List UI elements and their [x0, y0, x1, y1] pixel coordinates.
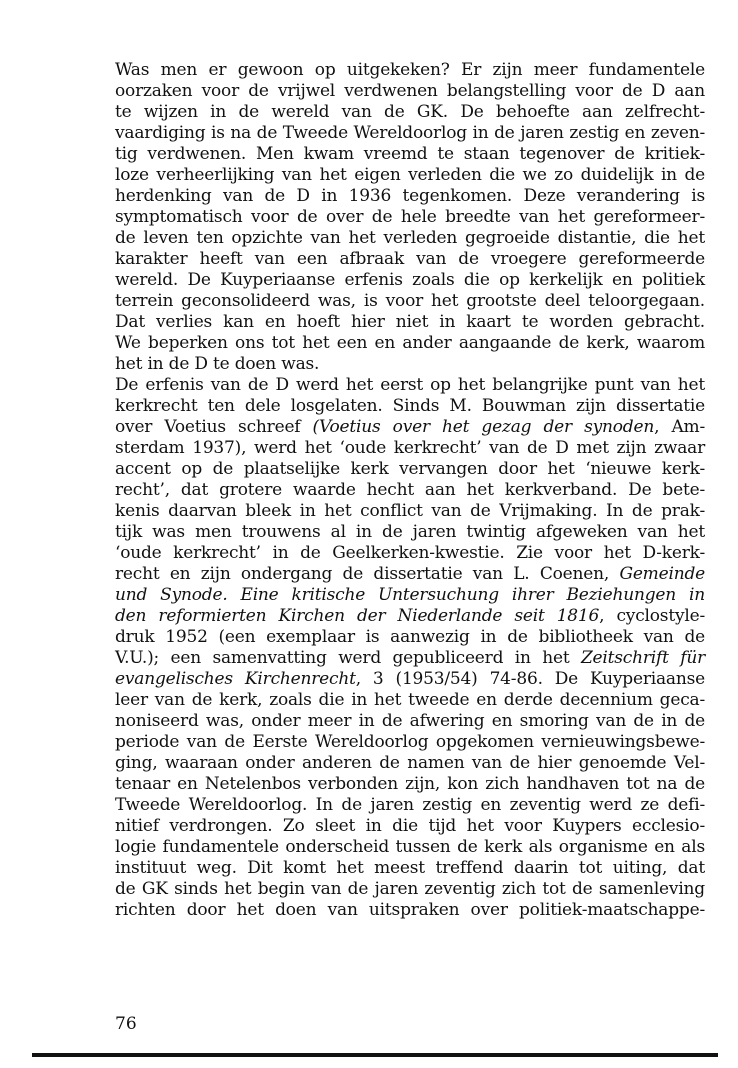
text-line	[115, 585, 705, 606]
text-line	[115, 648, 705, 669]
text-line: Was men er gewoon op uitgekeken? Er zijn meer fundamentele	[115, 60, 705, 80]
text-line: logie fundamentele onderscheid tussen de kerk als organisme en als	[115, 837, 705, 857]
text-line: de GK sinds het begin van de jaren zeventig zich tot de samenleving	[115, 879, 705, 899]
text-line: tenaar en Netelenbos verbonden zijn, kon zich handhaven tot na de	[115, 774, 705, 794]
text-line: richten door het doen van uitspraken over politiek-maatschappe-	[115, 900, 705, 920]
text-line	[115, 606, 705, 627]
text-line: kerkrecht ten dele losgelaten. Sinds M. Bouwman zijn dissertatie	[115, 396, 705, 416]
book-title: Gemeinde	[619, 564, 705, 584]
paragraph-1	[115, 60, 705, 375]
book-title: und Synode. Eine kritische Untersuchung ihrer Beziehungen in	[115, 585, 705, 605]
text-segment: V.U.); een samenvatting werd gepubliceerd in het	[115, 648, 581, 668]
text-line: het in de D te doen was.	[115, 354, 320, 374]
journal-title: Zeitschrift für	[580, 648, 706, 668]
text-line: De erfenis van de D werd het eerst op het belangrijke punt van het	[115, 375, 705, 395]
text-line: de leven ten opzichte van het verleden gegroeide distantie, die het	[115, 228, 705, 248]
text-line: karakter heeft van een afbraak van de vroegere gereformeerde	[115, 249, 705, 269]
text-line: loze verheerlijking van het eigen verleden die we zo duidelijk in de	[115, 165, 705, 185]
text-line: druk 1952 (een exemplaar is aanwezig in de bibliotheek van de	[115, 627, 705, 647]
text-line: noniseerd was, onder meer in de afwering en smoring van de in de	[115, 711, 705, 731]
text-segment: recht en zijn ondergang de dissertatie van L. Coenen,	[115, 564, 620, 584]
text-line: periode van de Eerste Wereldoorlog opgekomen vernieuwingsbewe-	[115, 732, 705, 752]
text-line: sterdam 1937), werd het ‘oude kerkrecht’ van de D met zijn zwaar	[115, 438, 705, 458]
text-line	[115, 417, 705, 438]
text-line: vaardiging is na de Tweede Wereldoorlog in de jaren zestig en zeven-	[115, 123, 705, 143]
text-line: terrein geconsolideerd was, is voor het grootste deel teloorgegaan.	[115, 291, 705, 311]
text-line	[115, 669, 705, 690]
text-line: We beperken ons tot het een en ander aangaande de kerk, waarom	[115, 333, 705, 353]
text-line: leer van de kerk, zoals die in het tweede en derde decennium geca-	[115, 690, 705, 710]
text-line: oorzaken voor de vrijwel verdwenen belangstelling voor de D aan	[115, 81, 705, 101]
text-line: nitief verdrongen. Zo sleet in die tijd het voor Kuypers ecclesio-	[115, 816, 705, 836]
text-segment: , 3 (1953/54) 74-86. De Kuyperiaanse	[355, 669, 705, 689]
bottom-rule	[32, 1053, 718, 1057]
body-text	[115, 60, 705, 921]
book-title: den reformierten Kirchen der Niederlande seit 1816	[115, 606, 600, 626]
text-segment: , Am-	[654, 417, 705, 437]
text-line: accent op de plaatselijke kerk vervangen door het ‘nieuwe kerk-	[115, 459, 705, 479]
text-line: ging, waaraan onder anderen de namen van de hier genoemde Vel-	[115, 753, 705, 773]
text-line: tig verdwenen. Men kwam vreemd te staan tegenover de kritiek-	[115, 144, 705, 164]
text-segment: , cyclostyle-	[599, 606, 705, 626]
text-line: symptomatisch voor de over de hele breedte van het gereformeer-	[115, 207, 705, 227]
text-line: wereld. De Kuyperiaanse erfenis zoals die op kerkelijk en politiek	[115, 270, 705, 290]
journal-title: evangelisches Kirchenrecht	[115, 669, 356, 689]
paragraph-2	[115, 375, 705, 921]
page-number: 76	[115, 1014, 137, 1034]
text-line: kenis daarvan bleek in het conflict van de Vrijmaking. In de prak-	[115, 501, 705, 521]
book-title: (Voetius over het gezag der synoden	[312, 417, 655, 437]
text-line: ‘oude kerkrecht’ in de Geelkerken-kwestie. Zie voor het D-kerk-	[115, 543, 705, 563]
text-line	[115, 564, 705, 585]
text-line: recht’, dat grotere waarde hecht aan het kerkverband. De bete-	[115, 480, 705, 500]
text-line: te wijzen in de wereld van de GK. De behoefte aan zelfrecht-	[115, 102, 705, 122]
text-segment: over Voetius schreef	[115, 417, 313, 437]
text-line: Tweede Wereldoorlog. In de jaren zestig en zeventig werd ze defi-	[115, 795, 705, 815]
text-line: Dat verlies kan en hoeft hier niet in kaart te worden gebracht.	[115, 312, 705, 332]
text-line: tijk was men trouwens al in de jaren twintig afgeweken van het	[115, 522, 705, 542]
text-line: instituut weg. Dit komt het meest treffend daarin tot uiting, dat	[115, 858, 705, 878]
text-line: herdenking van de D in 1936 tegenkomen. Deze verandering is	[115, 186, 705, 206]
